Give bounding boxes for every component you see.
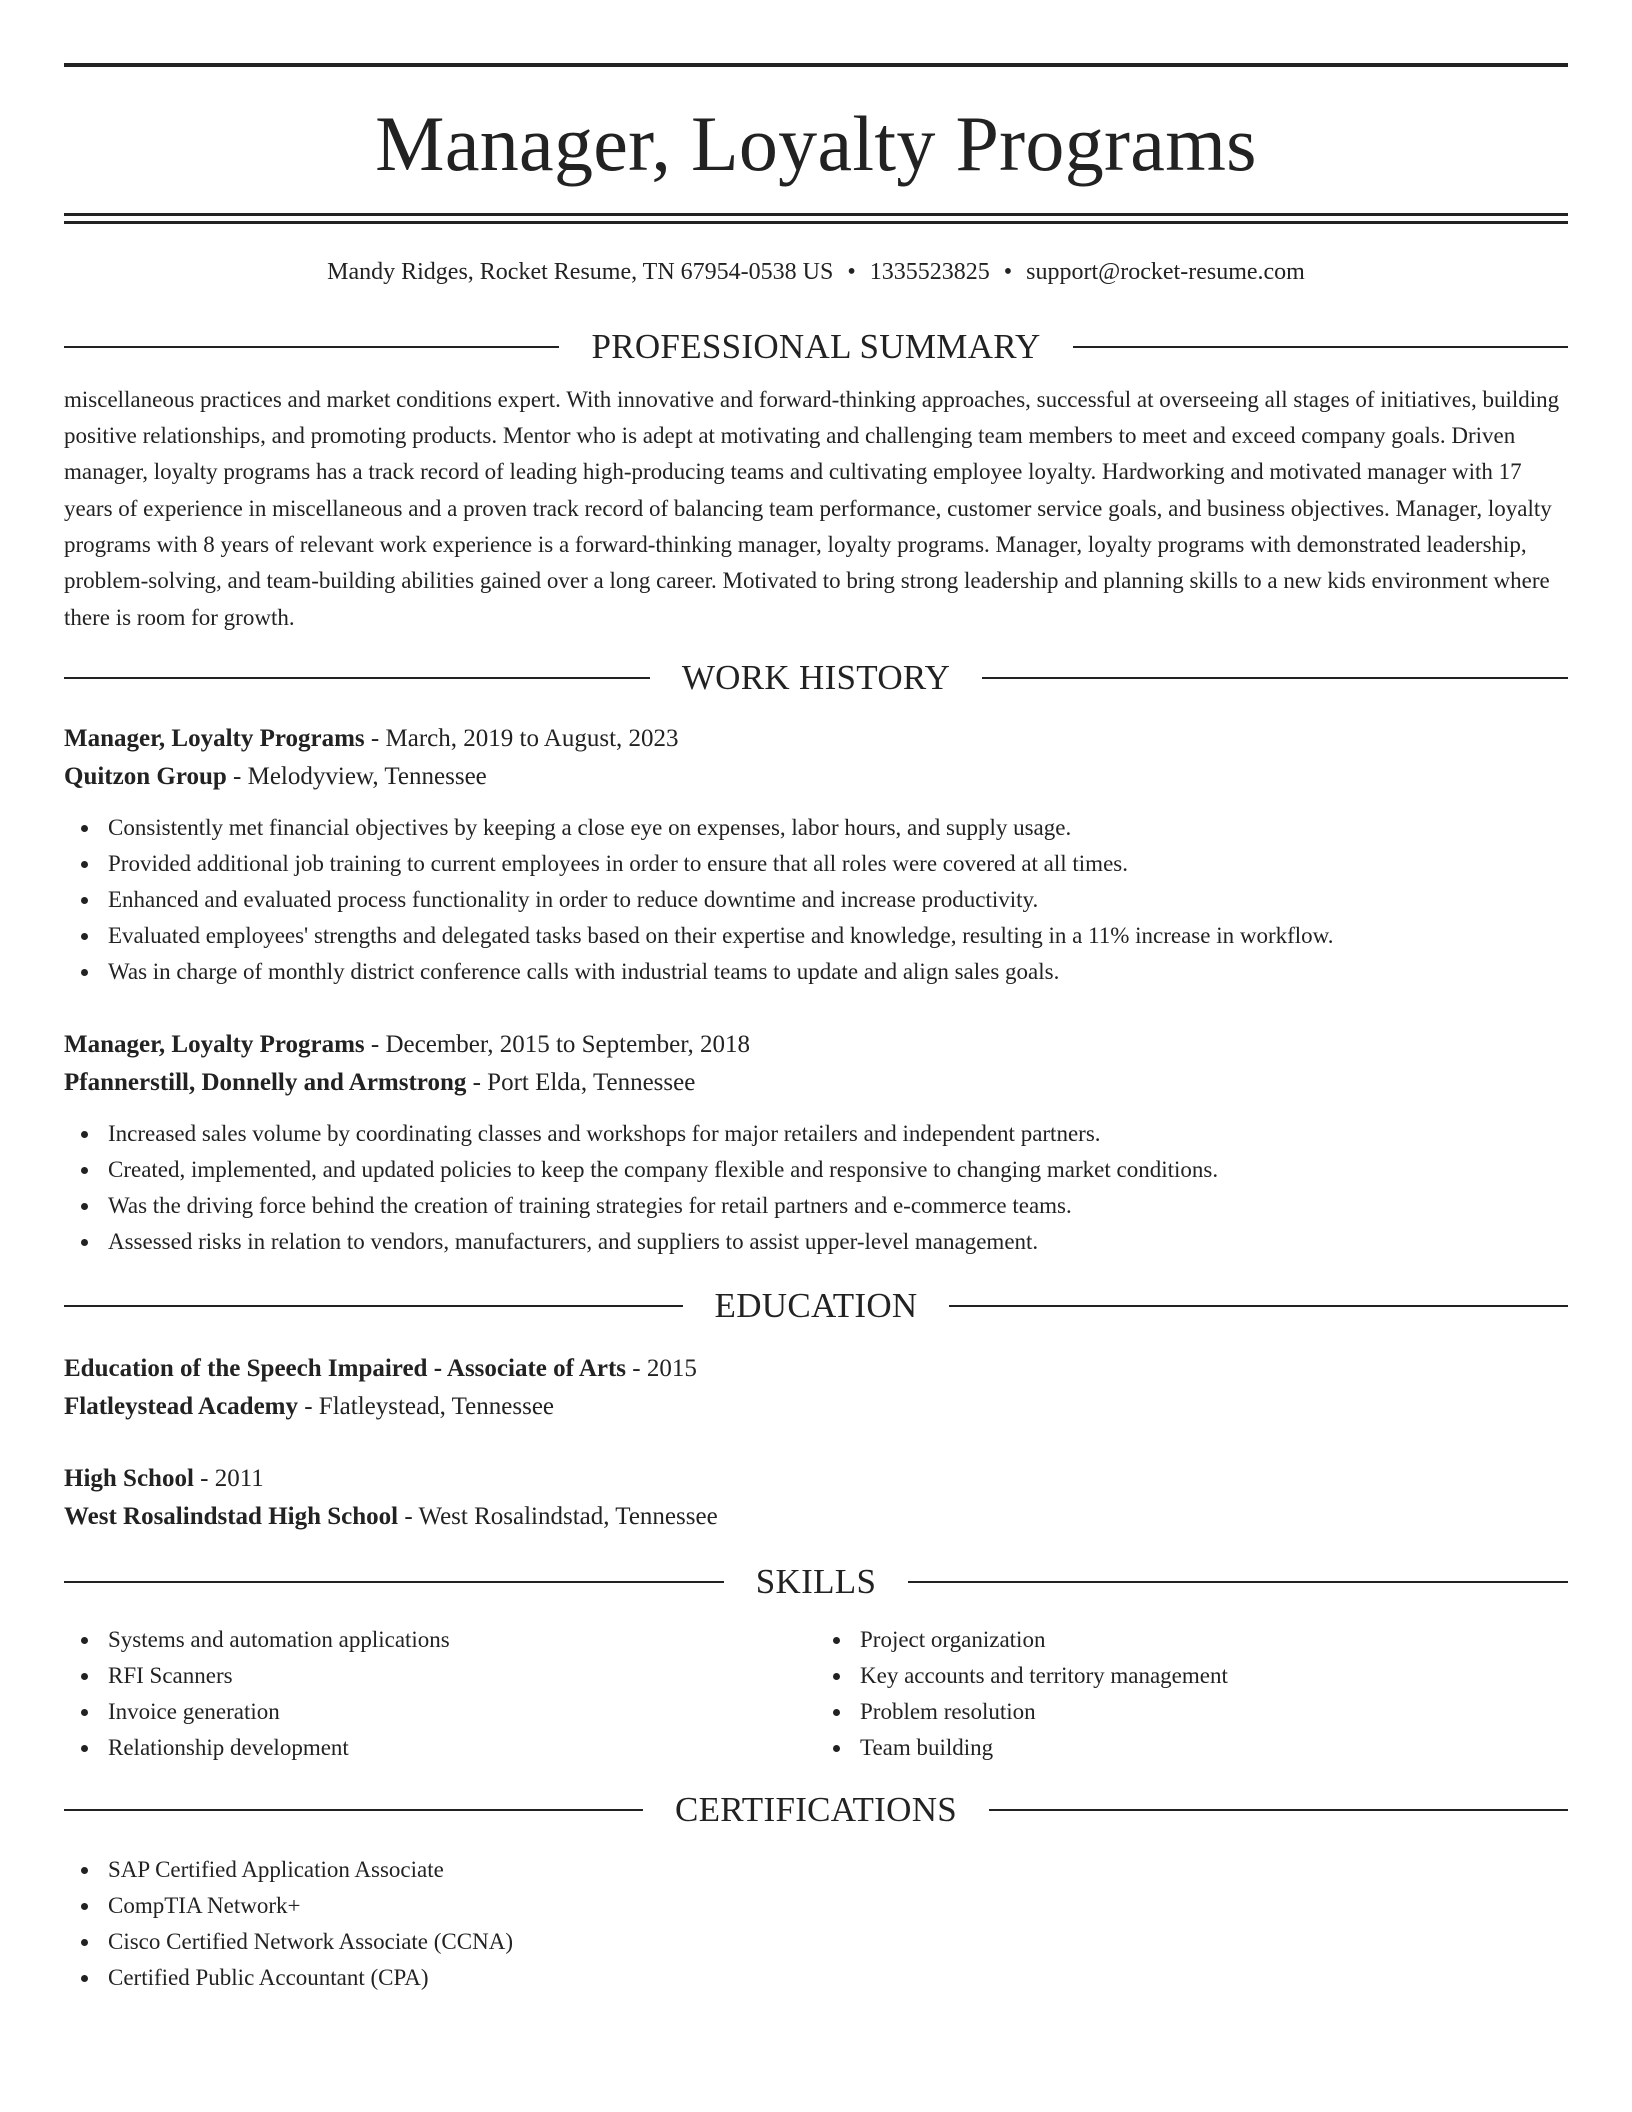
job-bullets: [64, 810, 1568, 990]
education-degree-line: [64, 1460, 1568, 1498]
section-rule: [64, 1809, 643, 1811]
section-rule: [908, 1581, 1568, 1583]
certifications-block: [64, 1852, 1568, 1996]
education-entry: [64, 1460, 1568, 1536]
skill-item: Key accounts and territory management: [816, 1658, 1568, 1694]
education-year: - 2011: [193, 1464, 264, 1492]
contact-address: Mandy Ridges, Rocket Resume, TN 67954-0538 US: [327, 259, 834, 285]
education-degree-line: [64, 1350, 1568, 1388]
job-dates: - December, 2015 to September, 2018: [364, 1030, 751, 1058]
contact-separator: •: [1003, 259, 1013, 285]
job-title: Manager, Loyalty Programs: [64, 724, 365, 752]
job-bullet: Was the driving force behind the creation of training strategies for retail partners and e-commerce teams.: [64, 1188, 1568, 1224]
section-header-work: [64, 658, 1568, 698]
education-school: Flatleystead Academy: [64, 1392, 298, 1420]
job-bullets: [64, 1116, 1568, 1260]
skill-item: Invoice generation: [64, 1694, 816, 1730]
job-company: Pfannerstill, Donnelly and Armstrong: [64, 1068, 467, 1096]
job-bullet: Increased sales volume by coordinating classes and workshops for major retailers and independent partners.: [64, 1116, 1568, 1152]
job-bullet: Created, implemented, and updated policies to keep the company flexible and responsive to changing market conditions.: [64, 1152, 1568, 1188]
section-header-certifications: [64, 1790, 1568, 1830]
section-rule: [1073, 346, 1568, 348]
skill-item: RFI Scanners: [64, 1658, 816, 1694]
job-bullet: Assessed risks in relation to vendors, manufacturers, and suppliers to assist upper-level management.: [64, 1224, 1568, 1260]
section-title-summary: PROFESSIONAL SUMMARY: [591, 327, 1041, 367]
job-bullet: Provided additional job training to current employees in order to ensure that all roles were covered at all times.: [64, 846, 1568, 882]
section-header-summary: [64, 327, 1568, 367]
job-company-line: [64, 1064, 1568, 1102]
job-entry: [64, 1026, 1568, 1260]
job-title: Manager, Loyalty Programs: [64, 1030, 365, 1058]
education-year: - 2015: [626, 1354, 697, 1382]
job-location: - Port Elda, Tennessee: [466, 1068, 696, 1096]
education-entry: [64, 1350, 1568, 1426]
job-company: Quitzon Group: [64, 762, 227, 790]
education-degree: High School: [64, 1464, 194, 1492]
section-title-certifications: CERTIFICATIONS: [674, 1790, 958, 1830]
job-title-line: [64, 1026, 1568, 1064]
certification-item: Cisco Certified Network Associate (CCNA): [64, 1924, 1568, 1960]
section-rule: [64, 346, 559, 348]
job-location: - Melodyview, Tennessee: [226, 762, 487, 790]
certifications-list: [64, 1852, 1568, 1996]
job-dates: - March, 2019 to August, 2023: [364, 724, 679, 752]
title-double-rule: [64, 213, 1568, 224]
section-header-skills: [64, 1562, 1568, 1602]
education-location: - Flatleystead, Tennessee: [297, 1392, 555, 1420]
certification-item: Certified Public Accountant (CPA): [64, 1960, 1568, 1996]
job-entry: [64, 720, 1568, 990]
contact-line: [64, 258, 1568, 287]
job-bullet: Enhanced and evaluated process functionality in order to reduce downtime and increase productivity.: [64, 882, 1568, 918]
education-school-line: [64, 1498, 1568, 1536]
education-degree: Education of the Speech Impaired - Associate of Arts: [64, 1354, 627, 1382]
section-header-education: [64, 1286, 1568, 1326]
section-rule: [982, 677, 1568, 679]
skill-item: Project organization: [816, 1622, 1568, 1658]
contact-separator: •: [847, 259, 856, 285]
skills-grid: [64, 1622, 1568, 1766]
job-bullet: Was in charge of monthly district conference calls with industrial teams to update and align sales goals.: [64, 954, 1568, 990]
skill-item: Relationship development: [64, 1730, 816, 1766]
top-rule: [64, 63, 1568, 67]
section-title-work: WORK HISTORY: [681, 658, 951, 698]
education-school-line: [64, 1388, 1568, 1426]
section-rule: [64, 1581, 724, 1583]
section-rule: [989, 1809, 1568, 1811]
skill-item: Systems and automation applications: [64, 1622, 816, 1658]
section-title-skills: SKILLS: [755, 1562, 877, 1602]
certification-item: SAP Certified Application Associate: [64, 1852, 1568, 1888]
job-company-line: [64, 758, 1568, 796]
job-bullet: Evaluated employees' strengths and delegated tasks based on their expertise and knowledge, resulting in a 11% increase in workflow.: [64, 918, 1568, 954]
skills-column-left: [64, 1622, 816, 1766]
education-school: West Rosalindstad High School: [64, 1502, 399, 1530]
contact-phone: 1335523825: [869, 259, 990, 285]
section-rule: [64, 1305, 683, 1307]
skill-item: Problem resolution: [816, 1694, 1568, 1730]
job-bullet: Consistently met financial objectives by keeping a close eye on expenses, labor hours, and supply usage.: [64, 810, 1568, 846]
contact-email: support@rocket-resume.com: [1026, 259, 1305, 285]
skill-item: Team building: [816, 1730, 1568, 1766]
education-location: - West Rosalindstad, Tennessee: [398, 1502, 718, 1530]
certification-item: CompTIA Network+: [64, 1888, 1568, 1924]
resume-title: Manager, Loyalty Programs: [375, 100, 1257, 187]
skills-column-right: [816, 1622, 1568, 1766]
section-rule: [64, 677, 650, 679]
summary-text: miscellaneous practices and market conditions expert. With innovative and forward-thinking approaches, successful at overseeing all stages of initiatives, building positive relationships, and promoting products. Mentor who is adept at motivating and challenging team members to meet and exceed company goals. Driven manager, loyalty programs has a track record of leading high-producing teams and cultivating employee loyalty. Hardworking and motivated manager with 17 years of experience in miscellaneous and a proven track record of balancing team performance, customer service goals, and business objectives. Manager, loyalty programs with 8 years of relevant work experience is a forward-thinking manager, loyalty programs. Manager, loyalty programs with demonstrated leadership, problem-solving, and team-building abilities gained over a long career. Motivated to bring strong leadership and planning skills to a new kids environment where there is room for growth.: [64, 386, 1560, 630]
section-rule: [949, 1305, 1568, 1307]
section-title-education: EDUCATION: [714, 1286, 918, 1326]
job-title-line: [64, 720, 1568, 758]
